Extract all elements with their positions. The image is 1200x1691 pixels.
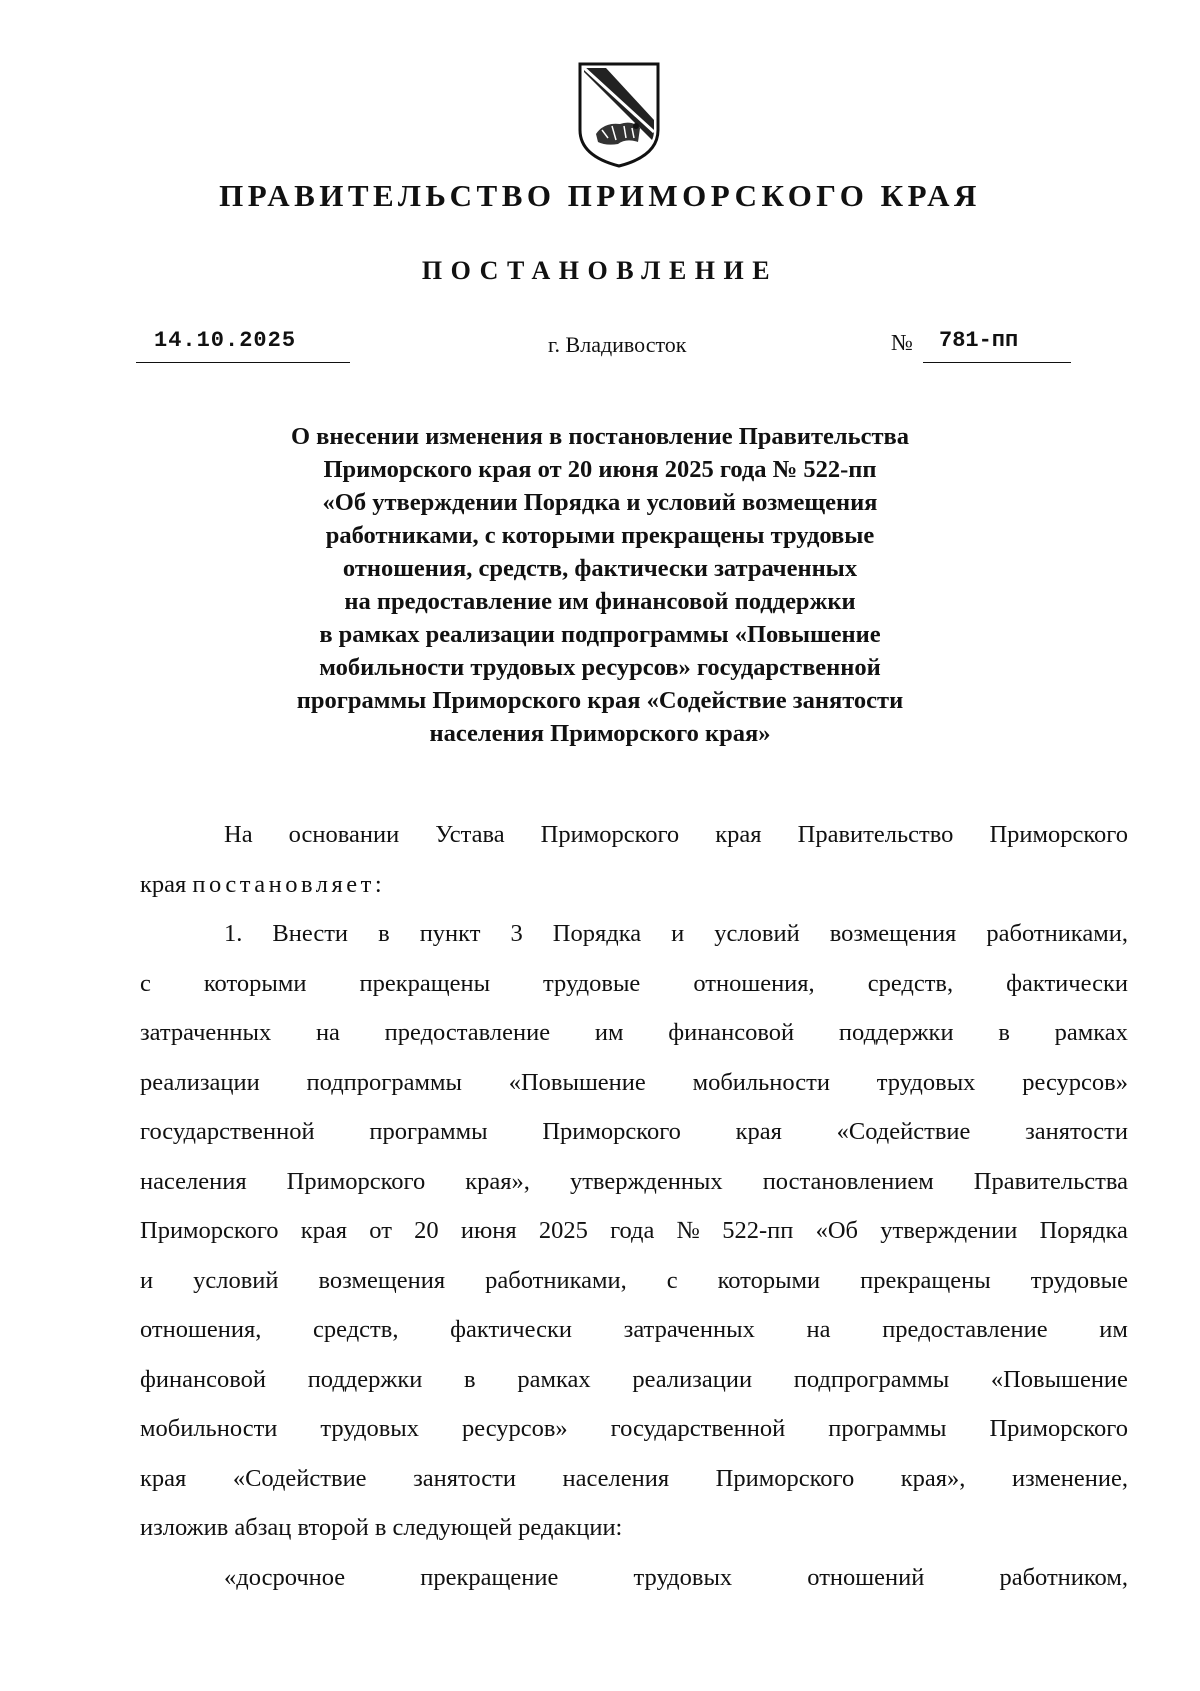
word: финансовой xyxy=(140,1365,266,1393)
word: ресурсов» xyxy=(461,1415,568,1442)
word: фактически xyxy=(1006,969,1128,997)
preamble-line xyxy=(140,810,1128,860)
word: с xyxy=(140,969,151,997)
document-type: ПОСТАНОВЛЕНИЕ xyxy=(421,256,779,285)
word: финансовой xyxy=(668,1019,795,1046)
word: Правительство xyxy=(797,821,954,848)
word: условий xyxy=(714,920,800,947)
clause-line xyxy=(140,1454,1128,1504)
word: реализации xyxy=(632,1365,753,1393)
word: «Повышение xyxy=(508,1068,646,1096)
word: ресурсов» xyxy=(1022,1068,1128,1096)
word: возмещения xyxy=(318,1266,446,1294)
word: «Об xyxy=(815,1217,859,1244)
clause-line xyxy=(140,1404,1128,1454)
clause-line xyxy=(140,1355,1128,1405)
word: работниками, xyxy=(485,1266,627,1294)
word: прекращены xyxy=(359,969,491,997)
heading-line: программы Приморского края «Содействие занятости xyxy=(296,687,904,714)
word: занятости xyxy=(1025,1118,1128,1145)
clause-line xyxy=(140,1107,1128,1157)
word: которыми xyxy=(203,969,307,997)
word: прекращены xyxy=(860,1266,991,1294)
number-value: 781-пп xyxy=(939,328,1019,353)
word: 2025 xyxy=(538,1217,588,1244)
resolution-keyword: постановляет: xyxy=(192,870,386,898)
word: работником, xyxy=(999,1563,1128,1591)
word: поддержки xyxy=(838,1019,954,1046)
word: Приморского xyxy=(989,821,1128,848)
word: края xyxy=(715,821,762,848)
word: поддержки xyxy=(307,1365,423,1393)
word: Порядка xyxy=(1039,1217,1128,1244)
word: 3 xyxy=(510,920,523,947)
word: работниками, xyxy=(986,920,1128,947)
word: в xyxy=(998,1019,1010,1046)
clause-line xyxy=(140,1305,1128,1355)
word: «Содействие xyxy=(232,1464,367,1492)
clause-line xyxy=(140,1206,1128,1256)
heading-line: работниками, с которыми прекращены трудовые xyxy=(325,522,875,549)
word: предоставление xyxy=(882,1316,1048,1343)
heading-line: Приморского края от 20 июня 2025 года № 522-пп xyxy=(323,456,877,483)
clause-line xyxy=(140,1157,1128,1207)
word: трудовых xyxy=(876,1068,976,1096)
word: отношения, xyxy=(140,1316,262,1343)
preamble-line xyxy=(140,860,1128,910)
quote-line xyxy=(140,1553,1128,1603)
coat-of-arms-icon xyxy=(576,60,662,170)
word: края», xyxy=(465,1167,530,1195)
clause-line xyxy=(140,1058,1128,1108)
word: трудовых xyxy=(320,1415,419,1442)
clause-line: изложив абзац второй в следующей редакции: xyxy=(140,1514,623,1541)
word: 522-пп xyxy=(722,1217,794,1244)
organization-title: ПРАВИТЕЛЬСТВО ПРИМОРСКОГО КРАЯ xyxy=(219,178,981,213)
word: затраченных xyxy=(623,1316,755,1343)
word: края xyxy=(300,1217,348,1244)
word: Приморского xyxy=(715,1464,855,1492)
word: от xyxy=(369,1217,392,1244)
city: г. Владивосток xyxy=(548,332,687,357)
clause-line xyxy=(140,959,1128,1009)
word: На xyxy=(224,821,253,848)
word: прекращение xyxy=(420,1563,559,1591)
clause-line xyxy=(140,909,1128,959)
word: июня xyxy=(460,1217,517,1244)
word: на xyxy=(806,1316,831,1343)
word: занятости xyxy=(413,1464,516,1492)
word: «Повышение xyxy=(990,1365,1128,1393)
heading-line: на предоставление им финансовой поддержки xyxy=(344,588,856,615)
word: пункт xyxy=(419,920,481,947)
word: населения xyxy=(562,1464,670,1492)
document-heading xyxy=(200,420,1000,750)
heading-line: отношения, средств, фактически затраченных xyxy=(342,555,858,582)
word: и xyxy=(671,920,685,947)
word: условий xyxy=(193,1266,279,1294)
word: возмещения xyxy=(829,920,957,947)
clause-line xyxy=(140,1256,1128,1306)
clause-line xyxy=(140,1008,1128,1058)
word: и xyxy=(140,1266,154,1294)
word: утвержденных xyxy=(569,1167,723,1195)
date-field xyxy=(136,326,350,363)
word: отношений xyxy=(807,1563,925,1591)
word: постановлением xyxy=(762,1167,934,1195)
word: на xyxy=(315,1019,340,1046)
word: средств, xyxy=(867,969,954,997)
word: основании xyxy=(288,821,400,848)
word: которыми xyxy=(717,1266,821,1294)
word: Приморского xyxy=(542,1118,681,1145)
word: края», xyxy=(900,1464,966,1492)
word: «досрочное xyxy=(224,1563,346,1591)
word: мобильности xyxy=(692,1068,830,1096)
word: в xyxy=(464,1365,476,1393)
word: края xyxy=(735,1118,782,1145)
word: Приморского xyxy=(286,1167,426,1195)
word: государственной xyxy=(140,1118,315,1145)
word: государственной xyxy=(610,1415,786,1442)
word: с xyxy=(666,1266,678,1294)
word: Порядка xyxy=(552,920,642,947)
word: «Содействие xyxy=(836,1118,971,1145)
word: предоставление xyxy=(384,1019,551,1046)
heading-line: населения Приморского края» xyxy=(429,720,771,747)
word: Приморского xyxy=(140,1217,279,1244)
word: трудовые xyxy=(1030,1266,1128,1294)
number-sign: № xyxy=(891,330,913,355)
word: в xyxy=(378,920,390,947)
word: утверждении xyxy=(880,1217,1018,1244)
word: подпрограммы xyxy=(793,1365,950,1393)
word: программы xyxy=(828,1415,947,1442)
word: средств, xyxy=(313,1316,399,1343)
word: Устава xyxy=(435,821,505,848)
document-body xyxy=(140,810,1128,1602)
word: рамках xyxy=(1054,1019,1128,1046)
heading-line: «Об утверждении Порядка и условий возмещения xyxy=(322,489,878,516)
word: реализации xyxy=(140,1068,260,1096)
word: трудовые xyxy=(543,969,641,997)
word: программы xyxy=(369,1118,488,1145)
word: 20 xyxy=(414,1217,439,1244)
word: рамках xyxy=(517,1365,591,1393)
word: отношения, xyxy=(693,969,815,997)
word: населения xyxy=(140,1167,247,1195)
date-value: 14.10.2025 xyxy=(154,328,297,353)
word: им xyxy=(1099,1316,1128,1343)
word: им xyxy=(594,1019,624,1046)
word: изменение, xyxy=(1011,1464,1128,1492)
word: года xyxy=(610,1217,655,1244)
word: затраченных xyxy=(140,1019,272,1046)
word: фактически xyxy=(450,1316,572,1343)
word: 1. xyxy=(224,920,243,947)
word: края xyxy=(140,1464,187,1492)
heading-line: в рамках реализации подпрограммы «Повышение xyxy=(319,621,881,648)
word: трудовых xyxy=(633,1563,733,1591)
word: Внести xyxy=(272,920,349,947)
word: мобильности xyxy=(140,1415,278,1442)
word: Приморского xyxy=(540,821,680,848)
word: Приморского xyxy=(989,1415,1128,1442)
word: подпрограммы xyxy=(306,1068,462,1096)
heading-line: мобильности трудовых ресурсов» государственной xyxy=(319,654,881,681)
number-field xyxy=(923,326,1071,363)
preamble-prefix: края xyxy=(140,870,187,898)
heading-line: О внесении изменения в постановление Правительства xyxy=(291,423,909,450)
word: Правительства xyxy=(973,1167,1128,1195)
word: № xyxy=(676,1217,701,1244)
